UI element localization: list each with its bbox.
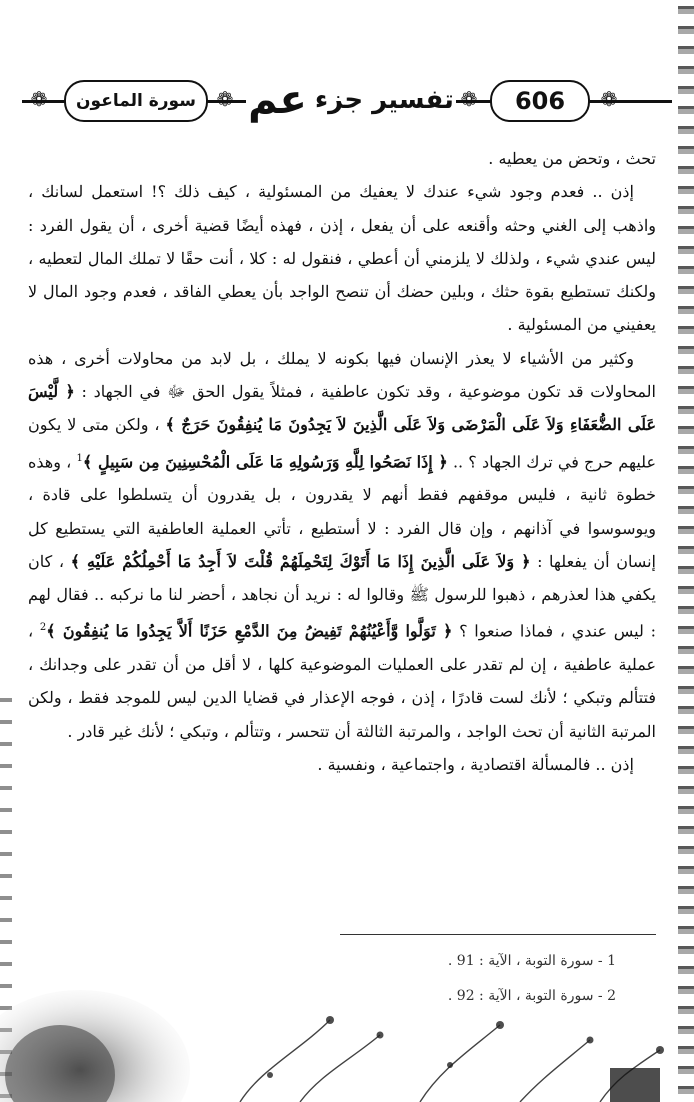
- quran-verse: ﴿ لَّيْسَ عَلَى الضُّعَفَاءِ وَلاَ عَلَى الْمَرْضَى وَلاَ عَلَى الَّذِينَ لاَ يَجِدُونَ مَا يُنفِقُونَ حَرَجٌ ﴾: [28, 382, 656, 435]
- ornament-icon: ❁: [30, 87, 48, 111]
- book-title: [246, 72, 456, 128]
- footnote: 1 - سورة التوبة ، الآية : 91 .: [447, 953, 616, 969]
- paragraph: إذن .. فالمسألة اقتصادية ، واجتماعية ، ونفسية .: [317, 755, 634, 774]
- paragraph-text: ، عملية عاطفية ، إن لم تقدر على العمليات الموضوعية كلها ، لا أقل من أن تقدر على وجدانك ، فتتألم وتبكي ؛ لأنك لست قادرًا ، إذن ، فوجه الإعذار في قضايا الدين ليس للموجد فقط ، ولكن المرتبة الثانية أن تحث الواجد ، والمرتبة الثالثة أن تتحسر ، وتتألم ، وتبكي ؛ لأنك غير قادر .: [28, 621, 656, 741]
- paragraph-text: ، ولكن متى لا يكون عليهم حرج في ترك الجهاد ؟ ..: [28, 415, 656, 471]
- page-number-frame: [490, 80, 590, 122]
- ornament-icon: ❁: [460, 87, 478, 111]
- page-border-ornament: [678, 0, 694, 1102]
- paragraph: [28, 342, 656, 748]
- paragraph: تحث ، وتحض من يعطيه .: [488, 149, 656, 168]
- page-header: [22, 70, 672, 132]
- page-body: [28, 142, 656, 781]
- surah-name: سورة الماعون: [76, 91, 196, 111]
- footnote: 2 - سورة التوبة ، الآية : 92 .: [447, 988, 616, 1004]
- title-prefix: تفسير جزء: [314, 85, 454, 115]
- footnote-ref: 1: [76, 452, 83, 464]
- paragraph-text: وكثير من الأشياء لا يعذر الإنسان فيها بكونه لا يملك ، بل لابد من محاولات أخرى ، هذه المحاولات قد تكون موضوعية ، وقد تكون عاطفية ، فمثلاً يقول الحق ﷻ في الجهاد :: [28, 348, 656, 402]
- quran-verse: ﴿ تَوَلَّوا وَّأَعْيُنُهُمْ تَفِيضُ مِنَ الدَّمْعِ حَزَنًا أَلاَّ يَجِدُوا مَا يُنفِقُونَ ﴾: [46, 621, 453, 641]
- paragraph-text: ، وهذه خطوة ثانية ، فليس موقفهم فقط أنهم لا يقدرون ، بل يقدرون أن يتسلطوا على قادة ، ويوسوسوا في آذانهم ، وإن قال الفرد : لا أستطيع ، تأتي العملية العاطفية التي يستطيع كل إنسان أن يفعلها :: [28, 452, 656, 571]
- footnote-ref: 2: [39, 622, 47, 634]
- decorative-illustration: [0, 980, 694, 1102]
- footnote-separator: [340, 934, 656, 935]
- surah-name-frame: [64, 80, 208, 122]
- page-number: 606: [514, 87, 566, 115]
- quran-verse: ﴿ وَلاَ عَلَى الَّذِينَ إِذَا مَا أَتَوْكَ لِتَحْمِلَهُمْ قُلْتَ لاَ أَجِدُ مَا أَحْمِلُكُمْ عَلَيْهِ ﴾: [70, 551, 531, 571]
- title-main: عم: [248, 77, 307, 123]
- paragraph: إذن .. فعدم وجود شيء عندك لا يعفيك من المسئولية ، كيف ذلك ؟! استعمل لسانك ، واذهب إلى الغني وحثه وأقنعه على أن يفعل ، إذن ، فهذه أيضًا قضية أخرى ، أن يقول الفرد : ليس عندي شيء ، ولذلك لا يلزمني أن أعطي ، فنقول له : كلا ، أنت حقًا لا تملك المال لتعطيه ، ولكنك تستطيع بقوة حثك ، وبلين حضك أن تنصح الواجد بأن يعطي الفاقد ، فعدم وجود المال لا يعفيني من المسئولية .: [28, 182, 657, 335]
- ornament-icon: ❁: [600, 87, 618, 111]
- quran-verse: ﴿ إِذَا نَصَحُوا لِلَّهِ وَرَسُولِهِ مَا عَلَى الْمُحْسِنِينَ مِن سَبِيلٍ ﴾: [82, 452, 448, 471]
- ornament-icon: ❁: [216, 87, 234, 111]
- paragraph-text: ، كان يكفي هذا لعذرهم ، ذهبوا للرسول ﷺ وقالوا له : نريد أن نجاهد ، أحضر لنا ما نركبه .. فقال لهم : ليس عندي ، فماذا صنعوا ؟: [28, 551, 656, 641]
